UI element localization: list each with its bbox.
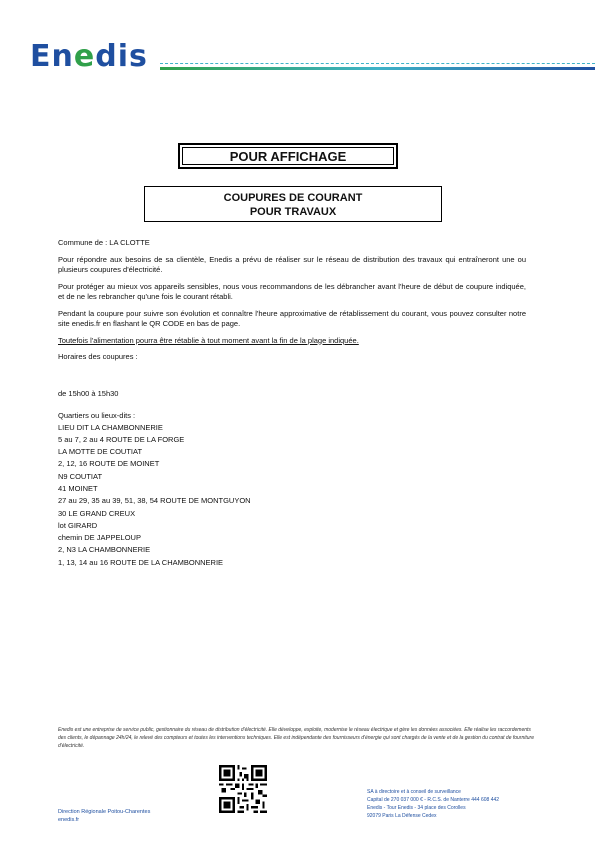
paragraph: Pour protéger au mieux vos appareils sensibles, nous vous recommandons de les débrancher avant l'heure de début de coupure indiquée, et de ne les rebrancher qu'une fois le courant rétabli. — [58, 281, 526, 301]
logo-text-part: dis — [95, 39, 148, 74]
footer-disclaimer: Enedis est une entreprise de service public, gestionnaire du réseau de distribution d'électricité. Elle développe, exploite, modernise le réseau électrique et gère les données associées. Elle réalise les raccordements des clients, le dépannage 24h/24, le relevé des compteurs et toutes les interventions techniques. Elle est indépendante des fournisseurs d'énergie qui sont chargés de la vente et de la gestion du contrat de fourniture d'électricité. — [58, 727, 534, 749]
warning-text: Toutefois l'alimentation pourra être rétablie à tout moment avant la fin de la plage indiquée. — [58, 335, 359, 345]
quartier-item: 2, N3 LA CHAMBONNERIE — [58, 545, 151, 555]
paragraph: Pendant la coupure pour suivre son évolution et connaître l'heure approximative de rétablissement du courant, vous pouvez consulter notre site enedis.fr en flashant le QR CODE en bas de page. — [58, 308, 526, 328]
quartier-item: chemin DE JAPPELOUP — [58, 533, 141, 543]
coupures-title-line1: COUPURES DE COURANT — [223, 192, 363, 204]
horaire: de 15h00 à 15h30 — [58, 388, 119, 398]
logo-text-part: e — [73, 39, 96, 74]
logo-text-part: En — [30, 39, 74, 74]
company-line: SA à directoire et à conseil de surveillance — [367, 789, 461, 795]
paragraph: Pour répondre aux besoins de sa clientèle, Enedis a prévu de réaliser sur le réseau de distribution des travaux qui entraîneront une ou plusieurs coupures d'électricité. — [58, 254, 526, 274]
quartier-item: N9 COUTIAT — [58, 471, 103, 481]
quartier-item: LIEU DIT LA CHAMBONNERIE — [58, 422, 163, 432]
quartier-item: 30 LE GRAND CREUX — [58, 508, 136, 518]
quartier-item: 5 au 7, 2 au 4 ROUTE DE LA FORGE — [58, 434, 185, 444]
direction-label: Direction Régionale Poitou-Charentes — [58, 809, 151, 815]
pour-affichage-title: POUR AFFICHAGE — [182, 147, 394, 165]
company-line: 92079 Paris La Défense Cedex — [367, 813, 437, 819]
commune: Commune de : LA CLOTTE — [58, 238, 150, 247]
quartier-item: LA MOTTE DE COUTIAT — [58, 447, 143, 457]
quartier-item: 41 MOINET — [58, 483, 98, 493]
notice-content — [58, 238, 526, 569]
coupures-box — [144, 186, 442, 222]
horaires-label: Horaires des coupures : — [58, 352, 138, 361]
header-rule — [160, 67, 595, 70]
quartier-item: 2, 12, 16 ROUTE DE MOINET — [58, 459, 160, 469]
quartier-item: 1, 13, 14 au 16 ROUTE DE LA CHAMBONNERIE — [58, 557, 224, 567]
company-info — [367, 788, 499, 820]
quartier-item: 27 au 29, 35 au 39, 51, 38, 54 ROUTE DE MONTGUYON — [58, 496, 251, 506]
coupures-title-line2: POUR TRAVAUX — [249, 206, 337, 218]
company-line: Capital de 270 037 000 € - R.C.S. de Nanterre 444 608 442 — [367, 797, 500, 803]
footer-direction — [58, 808, 150, 824]
company-line: Enedis - Tour Enedis - 34 place des Corolles — [367, 805, 466, 811]
pour-affichage-box — [178, 143, 398, 169]
quartiers-list — [58, 422, 526, 570]
quartier-item: lot GIRARD — [58, 520, 98, 530]
enedis-logo — [30, 39, 148, 74]
quartiers-label: Quartiers ou lieux-dits : — [58, 411, 136, 420]
qr-code-icon[interactable] — [219, 765, 267, 813]
site-link[interactable]: enedis.fr — [58, 817, 80, 823]
